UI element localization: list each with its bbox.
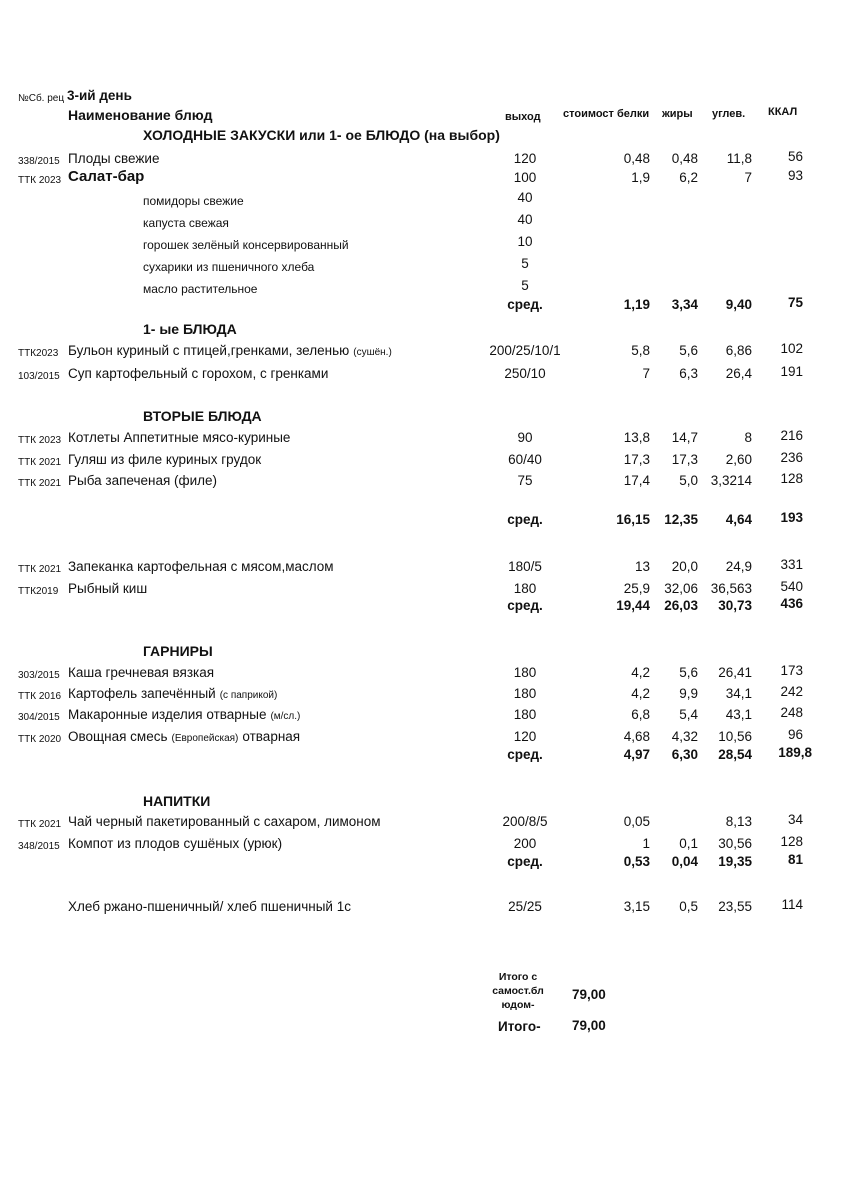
yield-value: 90 <box>517 430 533 445</box>
kcal-value: 96 <box>787 727 803 742</box>
carbs-value: 26,41 <box>718 665 752 680</box>
recipe-code: ТТК 2021 <box>18 564 62 575</box>
recipe-code: ТТК 2023 <box>18 175 62 186</box>
carbs-value: 2,60 <box>725 452 752 467</box>
column-header-yield: выход <box>505 111 541 123</box>
fat-value: 4,32 <box>671 729 698 744</box>
carbs-value: 24,9 <box>725 559 752 574</box>
recipe-number-label: №Сб. рец <box>18 93 65 104</box>
yield-value: 180/5 <box>508 559 542 574</box>
kcal-value: 189,8 <box>778 745 812 760</box>
column-header-kcal: ККАЛ <box>768 106 798 118</box>
protein-value: 19,44 <box>616 598 650 613</box>
dish-name-tail: отварная <box>242 729 301 744</box>
fat-value: 3,34 <box>671 297 698 312</box>
carbs-value: 3,3214 <box>710 473 752 488</box>
protein-value: 17,4 <box>623 473 650 488</box>
dish-name-text: Макаронные изделия отварные <box>68 707 267 722</box>
fat-value: 6,30 <box>671 747 698 762</box>
section-heading: 1- ые БЛЮДА <box>143 321 237 337</box>
carbs-value: 10,56 <box>718 729 752 744</box>
dish-name <box>68 836 282 852</box>
ingredient-name: сухарики из пшеничного хлеба <box>143 260 315 274</box>
column-header-name: Наименование блюд <box>68 107 213 123</box>
dish-name <box>68 729 300 747</box>
kcal-value: 102 <box>780 341 803 356</box>
recipe-code: ТТК 2020 <box>18 734 62 745</box>
protein-value: 13 <box>634 559 650 574</box>
total-with-main-label <box>490 970 546 1012</box>
carbs-value: 36,563 <box>710 581 752 596</box>
dish-name-text: Чай черный пакетированный с сахаром, лимоном <box>68 814 381 829</box>
dish-name-text: Котлеты Аппетитные мясо-куриные <box>68 430 291 445</box>
ingredient-name: масло растительное <box>143 282 258 296</box>
dish-name-text: Гуляш из филе куриных грудок <box>68 452 262 467</box>
total-with-main-value: 79,00 <box>572 987 606 1002</box>
dish-name-text: Рыба запеченая (филе) <box>68 473 218 488</box>
dish-name-text: Плоды свежие <box>68 151 160 166</box>
kcal-value: 236 <box>780 450 803 465</box>
dish-name-text: Рыбный киш <box>68 581 148 596</box>
recipe-code: ТТК 2021 <box>18 819 62 830</box>
fat-value: 26,03 <box>664 598 698 613</box>
recipe-code: ТТК 2021 <box>18 457 62 468</box>
kcal-value: 191 <box>780 364 803 379</box>
column-header-protein: белки <box>617 108 650 120</box>
total-with-main-label-line: юдом- <box>501 999 535 1011</box>
carbs-value: 30,73 <box>718 598 752 613</box>
fat-value: 0,48 <box>671 151 698 166</box>
kcal-value: 81 <box>787 852 803 867</box>
carbs-value: 8,13 <box>725 814 752 829</box>
dish-name-text: Суп картофельный с горохом, с гренками <box>68 366 329 381</box>
dish-name-text: Бульон куриный с птицей,гренками, зеленью <box>68 343 350 358</box>
fat-value: 5,4 <box>679 707 698 722</box>
total-label: Итого- <box>498 1019 541 1034</box>
carbs-value: 26,4 <box>725 366 752 381</box>
yield-value: 120 <box>513 729 537 744</box>
protein-value: 17,3 <box>623 452 650 467</box>
fat-value: 5,6 <box>679 343 698 358</box>
yield-value: 180 <box>513 581 537 596</box>
dish-note: (Европейская) <box>171 733 239 744</box>
fat-value: 5,6 <box>679 665 698 680</box>
fat-value: 12,35 <box>664 512 698 527</box>
dish-name <box>68 559 334 575</box>
protein-value: 1,19 <box>623 297 650 312</box>
dish-name <box>68 899 351 915</box>
protein-value: 0,48 <box>623 151 650 166</box>
yield-value: сред. <box>507 598 543 613</box>
yield-value: 40 <box>517 212 533 227</box>
dish-name <box>68 581 147 597</box>
fat-value: 0,1 <box>679 836 698 851</box>
dish-name-text: Овощная смесь <box>68 729 168 744</box>
fat-value: 17,3 <box>671 452 698 467</box>
carbs-value: 43,1 <box>725 707 752 722</box>
dish-name <box>68 169 144 185</box>
total-with-main-label-line: самост.бл <box>492 985 544 997</box>
carbs-value: 28,54 <box>718 747 752 762</box>
day-title: 3-ий день <box>67 88 132 103</box>
kcal-value: 93 <box>787 168 803 183</box>
fat-value: 20,0 <box>671 559 698 574</box>
total-value: 79,00 <box>572 1018 606 1033</box>
fat-value: 0,5 <box>679 899 698 914</box>
yield-value: сред. <box>507 512 543 527</box>
yield-value: 40 <box>517 190 533 205</box>
kcal-value: 75 <box>787 295 803 310</box>
dish-name <box>68 686 277 704</box>
dish-note: (сушён.) <box>353 347 392 358</box>
recipe-code: ТТК 2016 <box>18 691 62 702</box>
protein-value: 13,8 <box>623 430 650 445</box>
fat-value: 14,7 <box>671 430 698 445</box>
protein-value: 1,9 <box>631 170 650 185</box>
carbs-value: 8 <box>744 430 752 445</box>
dish-name-text: Компот из плодов сушёных (урюк) <box>68 836 283 851</box>
recipe-code: ТТК 2023 <box>18 435 62 446</box>
kcal-value: 56 <box>787 149 803 164</box>
protein-value: 4,2 <box>631 686 650 701</box>
carbs-value: 7 <box>744 170 752 185</box>
yield-value: 200 <box>513 836 537 851</box>
kcal-value: 242 <box>780 684 803 699</box>
recipe-code: ТТК 2021 <box>18 478 62 489</box>
recipe-code: ТТК2019 <box>18 586 59 597</box>
dish-name <box>68 814 381 830</box>
yield-value: 60/40 <box>508 452 542 467</box>
yield-value: сред. <box>507 854 543 869</box>
dish-name <box>68 665 214 681</box>
yield-value: 200/25/10/1 <box>489 343 561 358</box>
dish-note: (с паприкой) <box>219 690 278 701</box>
recipe-code: ТТК2023 <box>18 348 59 359</box>
dish-name-text: Картофель запечённый <box>68 686 216 701</box>
yield-value: 180 <box>513 686 537 701</box>
section-heading: ВТОРЫЕ БЛЮДА <box>143 408 262 424</box>
ingredient-name: горошек зелёный консервированный <box>143 238 349 252</box>
fat-value: 32,06 <box>664 581 698 596</box>
total-with-main-label-line: Итого с <box>498 971 538 983</box>
fat-value: 0,04 <box>671 854 698 869</box>
section-heading: НАПИТКИ <box>143 793 211 809</box>
column-header-fat: жиры <box>662 108 693 120</box>
yield-value: 200/8/5 <box>502 814 548 829</box>
dish-name <box>68 366 328 382</box>
yield-value: сред. <box>507 747 543 762</box>
protein-value: 0,53 <box>623 854 650 869</box>
protein-value: 16,15 <box>616 512 650 527</box>
recipe-code: 304/2015 <box>18 712 60 723</box>
yield-value: 180 <box>513 707 537 722</box>
kcal-value: 34 <box>787 812 803 827</box>
dish-name-text: Салат-бар <box>68 168 145 185</box>
kcal-value: 540 <box>780 579 803 594</box>
dish-name-text: Хлеб ржано-пшеничный/ хлеб пшеничный 1с <box>68 899 351 914</box>
kcal-value: 193 <box>780 510 803 525</box>
ingredient-name: помидоры свежие <box>143 194 244 208</box>
dish-name <box>68 151 159 167</box>
carbs-value: 6,86 <box>725 343 752 358</box>
carbs-value: 23,55 <box>718 899 752 914</box>
yield-value: 10 <box>517 234 533 249</box>
protein-value: 4,2 <box>631 665 650 680</box>
dish-name <box>68 452 261 468</box>
carbs-value: 9,40 <box>725 297 752 312</box>
kcal-value: 216 <box>780 428 803 443</box>
kcal-value: 436 <box>780 596 803 611</box>
dish-name <box>68 707 300 725</box>
section-heading: ХОЛОДНЫЕ ЗАКУСКИ или 1- ое БЛЮДО (на выбор) <box>143 127 500 143</box>
yield-value: 100 <box>513 170 537 185</box>
yield-value: 25/25 <box>508 899 542 914</box>
yield-value: сред. <box>507 297 543 312</box>
dish-name-text: Каша гречневая вязкая <box>68 665 215 680</box>
kcal-value: 128 <box>780 471 803 486</box>
protein-value: 4,68 <box>623 729 650 744</box>
carbs-value: 4,64 <box>725 512 752 527</box>
recipe-code: 348/2015 <box>18 841 60 852</box>
section-heading: ГАРНИРЫ <box>143 643 213 659</box>
column-header-carbs: углев. <box>712 108 746 120</box>
kcal-value: 173 <box>780 663 803 678</box>
fat-value: 5,0 <box>679 473 698 488</box>
kcal-value: 331 <box>780 557 803 572</box>
kcal-value: 114 <box>781 897 803 912</box>
carbs-value: 11,8 <box>726 151 752 166</box>
yield-value: 250/10 <box>504 366 546 381</box>
protein-value: 1 <box>642 836 650 851</box>
yield-value: 180 <box>513 665 537 680</box>
protein-value: 5,8 <box>631 343 650 358</box>
ingredient-name: капуста свежая <box>143 216 229 230</box>
dish-name <box>68 430 290 446</box>
protein-value: 6,8 <box>631 707 650 722</box>
fat-value: 6,3 <box>679 366 698 381</box>
yield-value: 5 <box>521 278 529 293</box>
fat-value: 9,9 <box>679 686 698 701</box>
dish-name <box>68 473 217 489</box>
protein-value: 7 <box>642 366 650 381</box>
protein-value: 25,9 <box>623 581 650 596</box>
column-header-cost: стоимост <box>563 108 614 120</box>
recipe-code: 103/2015 <box>18 371 60 382</box>
yield-value: 5 <box>521 256 529 271</box>
carbs-value: 19,35 <box>718 854 752 869</box>
kcal-value: 128 <box>780 834 803 849</box>
dish-name <box>68 343 392 361</box>
yield-value: 120 <box>513 151 537 166</box>
recipe-code: 303/2015 <box>18 670 60 681</box>
fat-value: 6,2 <box>679 170 698 185</box>
carbs-value: 34,1 <box>725 686 752 701</box>
protein-value: 0,05 <box>623 814 650 829</box>
protein-value: 4,97 <box>623 747 650 762</box>
carbs-value: 30,56 <box>718 836 752 851</box>
protein-value: 3,15 <box>623 899 650 914</box>
recipe-code: 338/2015 <box>18 156 60 167</box>
dish-note: (м/сл.) <box>270 711 301 722</box>
kcal-value: 248 <box>780 705 803 720</box>
dish-name-text: Запеканка картофельная с мясом,маслом <box>68 559 334 574</box>
yield-value: 75 <box>517 473 533 488</box>
